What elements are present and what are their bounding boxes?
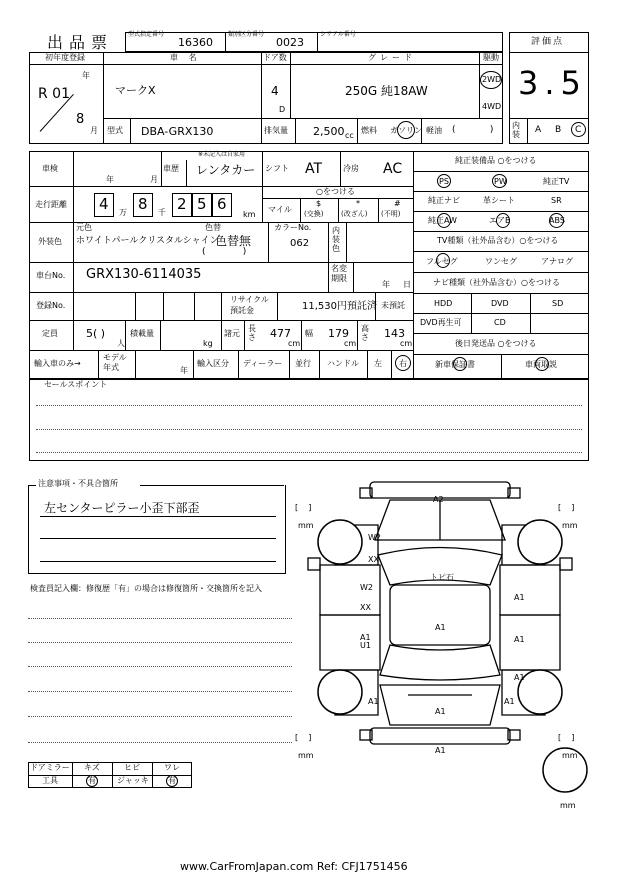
height: 143 (384, 327, 405, 340)
mileage-8: 8 (138, 195, 148, 213)
navi-dvd: DVD (491, 299, 509, 308)
length-cm: cm (288, 339, 301, 348)
doors-label: ドア数 (263, 53, 287, 62)
name-change-label: 名変期限 (331, 264, 347, 283)
later-label: 後日発送品 ○をつける (455, 339, 537, 348)
recycle-amount: 11,530円預託済 (302, 301, 377, 312)
capacity-label: 定員 (42, 329, 58, 338)
legend-tools-circle (86, 775, 98, 787)
notes-label: 注意事項・不具合箇所 (38, 479, 118, 488)
length: 477 (270, 327, 291, 340)
handle-circle (395, 355, 411, 371)
mark-w2-side: W2 (360, 583, 373, 592)
legend-jack: ジャッキ (117, 776, 149, 785)
reg-label: 登録No. (36, 301, 66, 310)
recycle-label: リサイクル預託金 (230, 295, 269, 315)
mileage-tampered: (改ざん) (341, 210, 368, 218)
legend-crack: ヒビ (124, 763, 140, 772)
class-code: 0023 (276, 36, 304, 49)
svg-text:[ ]: [ ] (558, 503, 575, 512)
width-cm: cm (344, 339, 357, 348)
legend-scratch: キズ (84, 763, 100, 772)
repaint: 色替無 (215, 234, 252, 248)
mark-a1-left: A1 (360, 633, 371, 642)
equip-airbag-circle (496, 213, 510, 228)
equip-navi: 純正ナビ (428, 196, 460, 205)
mark-w2-front: W2 (368, 533, 381, 542)
orig-color-label: 元色 (76, 223, 92, 232)
width: 179 (328, 327, 349, 340)
name-change-year: 年 (382, 280, 390, 289)
mark-a1-right-front: A1 (514, 593, 525, 602)
mark-a1-bumper: A1 (435, 746, 446, 755)
history-label: 車歴 (163, 164, 179, 173)
ac-label: 冷房 (343, 164, 359, 173)
recycle-not: 未預託 (381, 301, 405, 310)
car-name-label: 車 名 (170, 53, 201, 62)
navi-cd: CD (494, 318, 506, 327)
model-code: 16360 (178, 36, 213, 49)
class-code-label: 類別区分番号 (228, 31, 265, 38)
mm-fr: mm (562, 521, 578, 530)
mileage-dollar: $ (316, 199, 322, 208)
mileage-label: 走行距離 (35, 200, 67, 209)
mileage-note: ○をつける (316, 187, 355, 196)
shaken-label: 車検 (42, 164, 58, 173)
drive-circle (480, 71, 502, 89)
svg-text:[ ]: [ ] (295, 733, 312, 742)
handle-left: 左 (374, 359, 382, 368)
interior-grade-circle (571, 122, 586, 137)
model-year-label: モデル年式 (103, 353, 127, 372)
fuel-gasoline: ガソリン (390, 126, 422, 135)
mileage-5: 5 (197, 195, 207, 213)
svg-text:[ ]: [ ] (558, 733, 575, 742)
man-unit: 万 (119, 208, 127, 217)
doors-suffix: D (279, 105, 286, 114)
equip-tv: 純正TV (543, 177, 570, 186)
navi-hdd: HDD (434, 299, 453, 308)
equip-abs-circle (549, 213, 564, 228)
displacement-label: 排気量 (264, 126, 288, 135)
shift-label: シフト (265, 164, 289, 173)
equip-leather: 革シート (483, 196, 515, 205)
first-reg-month: 8 (76, 112, 85, 127)
year-unit: 年 (82, 71, 90, 80)
equip-aw-circle (437, 213, 451, 228)
handle-right: 右 (399, 359, 407, 368)
parallel: 並行 (295, 359, 311, 368)
interior-color-label: 内装色 (332, 226, 340, 253)
displacement: 2,500 (313, 125, 345, 138)
tv-fullseg: フルセグ (426, 257, 458, 266)
repaint-label: 色替 (205, 223, 221, 232)
mileage-exchange: (交換) (304, 210, 324, 218)
mileage-2: 2 (177, 195, 187, 213)
cc-unit: cc (345, 131, 354, 140)
score-label: 評価点 (531, 37, 565, 47)
km-unit: km (243, 210, 256, 219)
equip-pw-circle (492, 174, 507, 188)
color-no: 062 (290, 238, 310, 249)
drive-2wd: 2WD (482, 75, 502, 84)
interior-grade-a: A (535, 125, 542, 135)
navi-dvd-play: DVD再生可 (420, 318, 462, 327)
score: 3.5 (518, 64, 587, 102)
shift: AT (305, 161, 323, 177)
name-change-day: 日 (403, 280, 411, 289)
drive-label: 駆動 (483, 53, 499, 62)
svg-text:[ ]: [ ] (295, 503, 312, 512)
first-reg-label: 初年度登録 (45, 53, 85, 62)
drive-4wd: 4WD (482, 102, 502, 111)
sen-unit: 千 (158, 208, 166, 217)
import-type-label: 輸入区分 (197, 359, 229, 368)
car-name: マークX (115, 84, 156, 97)
mark-a1-rear-right: A1 (504, 697, 515, 706)
legend-door-mirror: ドアミラー (30, 763, 70, 772)
sales-point-label: セールスポイント (44, 380, 108, 389)
mileage-6: 6 (217, 195, 227, 213)
equip-sr: SR (551, 196, 562, 205)
tv-label: TV種類（社外品含む）○をつける (437, 236, 559, 245)
equip-aw: 純正AW (428, 216, 457, 225)
chassis: GRX130-6114035 (86, 267, 202, 282)
mileage-4: 4 (99, 195, 109, 213)
notes-text: 左センターピラー小歪下部歪 (44, 501, 200, 515)
doors: 4 (271, 84, 279, 98)
navi-sd: SD (552, 299, 564, 308)
fuel-circle (397, 121, 415, 139)
model-code-label: 型式指定番号 (128, 31, 165, 38)
width-label: 幅 (305, 329, 313, 338)
persons-unit: 人 (117, 339, 125, 348)
mark-u1-left: U1 (360, 641, 371, 650)
mm-spare: mm (560, 801, 576, 810)
equip-abs: ABS (549, 216, 565, 225)
legend-tools: 工具 (42, 776, 58, 785)
fuel-label: 燃料 (361, 126, 377, 135)
serial-label: シリアル番号 (320, 31, 356, 38)
kg-unit: kg (203, 339, 213, 348)
mm-fl: mm (298, 521, 314, 530)
chassis-label: 車台No. (36, 271, 66, 280)
later-manual-circle (535, 357, 549, 371)
mark-xx-side: XX (360, 603, 371, 612)
sheet-title: 出品票 (47, 33, 114, 52)
mark-a1-fender: A1 (514, 673, 525, 682)
footer-ref: www.CarFromJapan.com Ref: CFJ1751456 (180, 860, 408, 873)
grade: 250G 純18AW (345, 84, 428, 98)
repaint-brackets: ( ) (202, 247, 247, 257)
height-cm: cm (400, 339, 413, 348)
history: レンタカー (196, 163, 256, 177)
mark-a1-right-rear: A1 (514, 635, 525, 644)
capacity: 5( ) (86, 327, 106, 340)
type-label: 型式 (107, 126, 123, 135)
month-unit: 月 (90, 126, 98, 135)
first-reg-era: R 01 (38, 86, 70, 102)
handle-label: ハンドル (327, 359, 359, 368)
mark-a2-front: A2 (433, 495, 444, 504)
later-warranty: 新車保証書 (435, 360, 475, 369)
legend-tools-yes: 有 (88, 776, 96, 785)
sales-point-box (29, 379, 589, 461)
history-note: ※未記入は自家用 (198, 151, 246, 158)
model-year-unit: 年 (180, 366, 188, 375)
orig-color: ホワイトパールクリスタルシャイン (76, 236, 219, 246)
later-warranty-circle (453, 357, 467, 371)
equip-pw: PW (494, 177, 507, 186)
mm-rr: mm (562, 751, 578, 760)
mark-a1-trunk: A1 (435, 707, 446, 716)
mileage-star: * (356, 199, 360, 208)
interior-grade-label: 内装 (512, 121, 520, 139)
mark-a1-rear-left: A1 (368, 697, 379, 706)
mark-xx-front: XX (368, 555, 379, 564)
mileage-hash: # (394, 199, 401, 208)
mark-a1-roof: A1 (435, 623, 446, 632)
interior-grade-c: C (575, 125, 582, 135)
interior-grade-b: B (555, 125, 562, 135)
ac: AC (383, 161, 403, 177)
legend-break: ワレ (164, 763, 180, 772)
shaken-year-unit: 年 (106, 175, 114, 184)
legend-jack-yes: 有 (168, 776, 176, 785)
shaken-month-unit: 月 (150, 175, 158, 184)
load-label: 積載量 (130, 329, 154, 338)
mm-rl: mm (298, 751, 314, 760)
light-oil-label: 軽油 (426, 126, 442, 135)
legend-jack-circle (166, 775, 178, 787)
equip-ps: PS (439, 177, 449, 186)
color-no-label: カラーNo. (274, 223, 312, 232)
navi-label: ナビ種類（社外品含む）○をつける (433, 278, 560, 287)
dealer: ディーラー (243, 359, 283, 368)
car-diagram (290, 470, 600, 810)
equip-ps-circle (437, 174, 451, 188)
genuine-label: 純正装備品 ○をつける (455, 156, 537, 165)
light-oil-brackets: ( ) (452, 125, 494, 135)
import-label: 輸入車のみ→ (34, 359, 81, 368)
height-label: 高さ (361, 324, 369, 342)
equip-airbag: エアB (489, 216, 511, 225)
length-label: 長さ (248, 324, 256, 342)
dims-label: 諸元 (224, 329, 240, 338)
tv-analog: アナログ (541, 257, 573, 266)
mark-stone: トピ石 (430, 573, 454, 582)
mileage-mile: マイル (268, 205, 292, 214)
grade-label: グレード (368, 53, 416, 62)
later-manual: 車両取説 (525, 360, 557, 369)
tv-fullseg-circle (436, 253, 450, 268)
mileage-unknown: (不明) (381, 210, 401, 218)
inspector-label: 検査員記入欄：修復歴「有」の場合は修復箇所・交換箇所を記入 (30, 584, 262, 593)
color-label: 外装色 (38, 237, 62, 246)
tv-oneseg: ワンセグ (485, 257, 517, 266)
type: DBA-GRX130 (141, 125, 214, 138)
